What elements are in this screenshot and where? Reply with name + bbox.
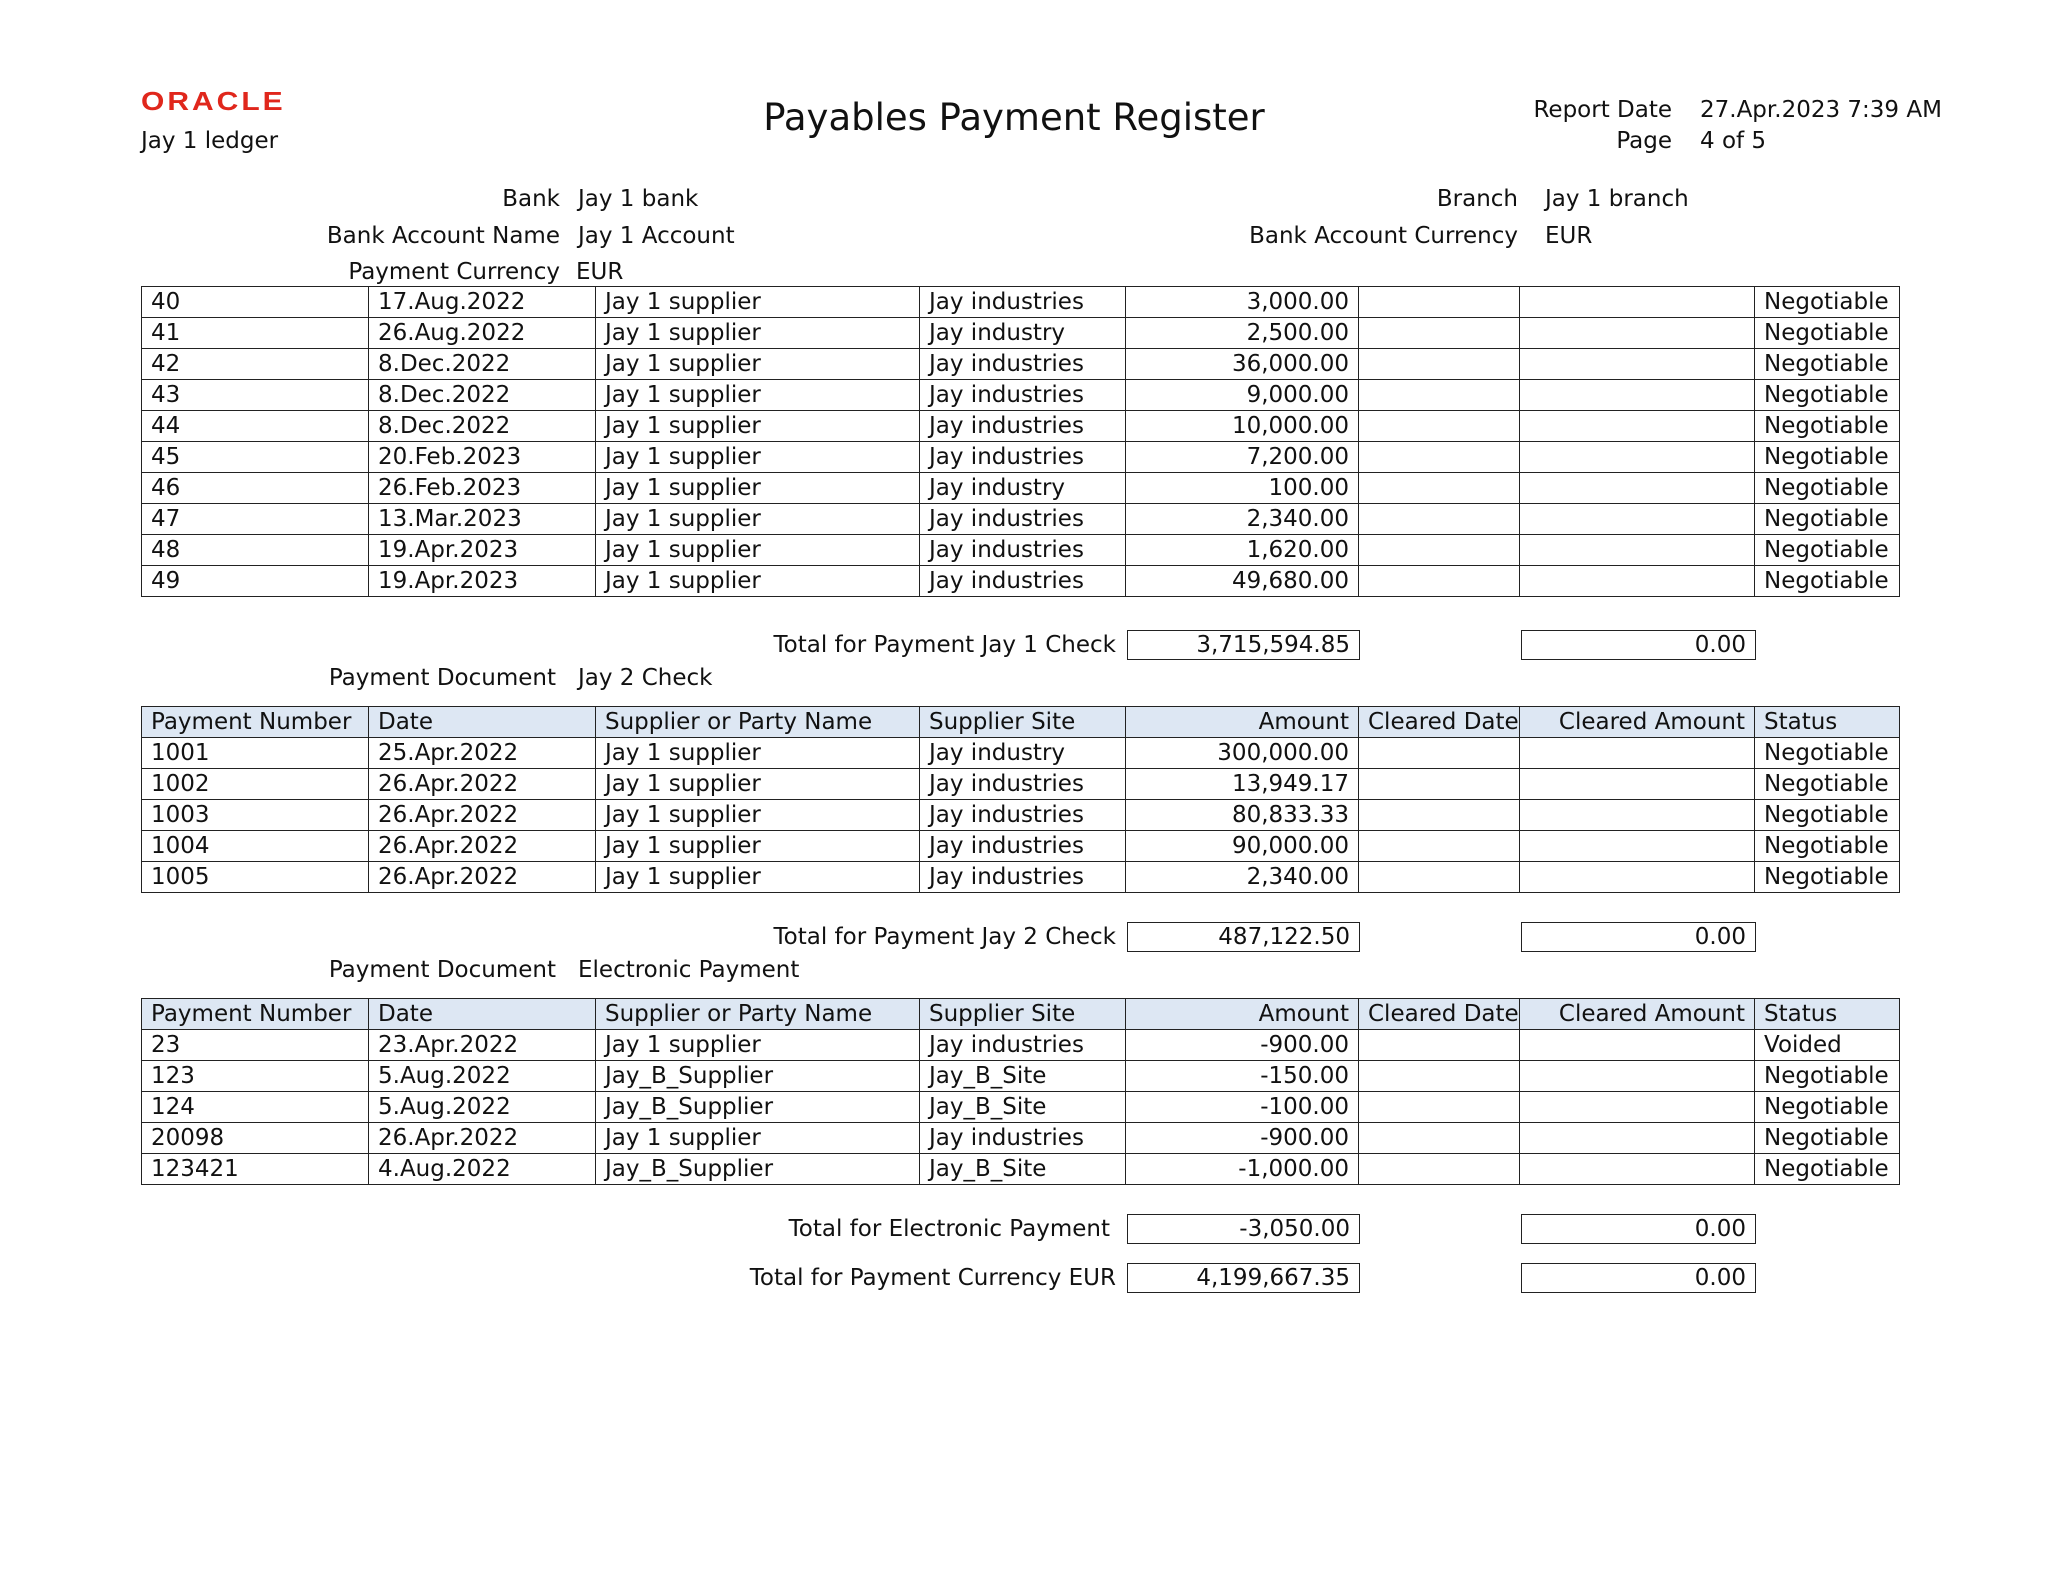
column-header-amount: Amount (1126, 707, 1359, 738)
cell-supplier-site: Jay_B_Site (920, 1061, 1126, 1092)
cell-amount: 2,500.00 (1126, 318, 1359, 349)
cell-supplier-site: Jay industry (920, 318, 1126, 349)
cell-status: Negotiable (1755, 862, 1900, 893)
cell-cleared-date (1359, 473, 1520, 504)
cell-supplier-name: Jay 1 supplier (596, 349, 920, 380)
cell-payment-number: 46 (142, 473, 369, 504)
table-row (142, 473, 1900, 504)
cell-payment-number: 1005 (142, 862, 369, 893)
cell-date: 26.Apr.2022 (369, 769, 596, 800)
cell-cleared-amount (1520, 504, 1755, 535)
cell-payment-number: 42 (142, 349, 369, 380)
cell-payment-number: 1001 (142, 738, 369, 769)
cell-cleared-date (1359, 1123, 1520, 1154)
cell-cleared-date (1359, 1061, 1520, 1092)
total-amount-jay1: 3,715,594.85 (1127, 630, 1360, 660)
cell-amount: 2,340.00 (1126, 862, 1359, 893)
cell-amount: 80,833.33 (1126, 800, 1359, 831)
payments-table-jay2-check (141, 706, 1900, 893)
cell-status: Negotiable (1755, 535, 1900, 566)
column-header-cleared-date: Cleared Date (1359, 707, 1520, 738)
column-header-supplier-site: Supplier Site (920, 999, 1126, 1030)
cell-date: 8.Dec.2022 (369, 380, 596, 411)
total-label-jay2: Total for Payment Jay 2 Check (773, 924, 1116, 950)
column-header-supplier-name: Supplier or Party Name (596, 999, 920, 1030)
cell-payment-number: 40 (142, 287, 369, 318)
cell-cleared-date (1359, 862, 1520, 893)
ledger-name: Jay 1 ledger (141, 128, 279, 154)
cell-supplier-site: Jay industries (920, 349, 1126, 380)
cell-status: Negotiable (1755, 738, 1900, 769)
cell-supplier-name: Jay 1 supplier (596, 1123, 920, 1154)
cell-supplier-site: Jay industry (920, 738, 1126, 769)
cell-cleared-amount (1520, 411, 1755, 442)
cell-status: Negotiable (1755, 473, 1900, 504)
table-row (142, 800, 1900, 831)
cell-status: Negotiable (1755, 504, 1900, 535)
table-row (142, 831, 1900, 862)
cell-status: Negotiable (1755, 349, 1900, 380)
column-header-supplier-name: Supplier or Party Name (596, 707, 920, 738)
table-header (142, 707, 1900, 738)
cell-date: 26.Aug.2022 (369, 318, 596, 349)
table-row (142, 566, 1900, 597)
cell-status: Negotiable (1755, 1061, 1900, 1092)
cell-supplier-name: Jay 1 supplier (596, 504, 920, 535)
cell-cleared-date (1359, 349, 1520, 380)
cell-supplier-site: Jay industries (920, 769, 1126, 800)
cell-cleared-date (1359, 1030, 1520, 1061)
cell-amount: 9,000.00 (1126, 380, 1359, 411)
table-body (142, 1030, 1900, 1185)
cell-amount: -1,000.00 (1126, 1154, 1359, 1185)
cell-amount: 10,000.00 (1126, 411, 1359, 442)
cell-supplier-site: Jay industries (920, 862, 1126, 893)
cell-payment-number: 123 (142, 1061, 369, 1092)
cell-cleared-amount (1520, 442, 1755, 473)
report-title: Payables Payment Register (763, 96, 1265, 139)
total-amount-electronic: -3,050.00 (1127, 1214, 1360, 1244)
cell-status: Negotiable (1755, 380, 1900, 411)
cell-supplier-name: Jay 1 supplier (596, 769, 920, 800)
total-cleared-currency: 0.00 (1521, 1263, 1756, 1293)
table-row (142, 1061, 1900, 1092)
oracle-logo: ORACLE (141, 88, 286, 117)
header-row (142, 707, 1900, 738)
cell-supplier-site: Jay industries (920, 1030, 1126, 1061)
cell-cleared-amount (1520, 862, 1755, 893)
column-header-amount: Amount (1126, 999, 1359, 1030)
cell-status: Negotiable (1755, 566, 1900, 597)
cell-cleared-date (1359, 1092, 1520, 1123)
cell-date: 5.Aug.2022 (369, 1061, 596, 1092)
cell-status: Negotiable (1755, 769, 1900, 800)
page-number: 4 of 5 (1700, 128, 1767, 154)
cell-status: Negotiable (1755, 800, 1900, 831)
bank-value: Jay 1 bank (578, 186, 699, 212)
cell-supplier-site: Jay industries (920, 800, 1126, 831)
cell-cleared-amount (1520, 349, 1755, 380)
cell-supplier-name: Jay 1 supplier (596, 831, 920, 862)
header-row (142, 999, 1900, 1030)
cell-supplier-name: Jay 1 supplier (596, 800, 920, 831)
cell-cleared-amount (1520, 800, 1755, 831)
cell-cleared-date (1359, 287, 1520, 318)
page-label: Page (1616, 128, 1672, 154)
cell-supplier-site: Jay industries (920, 411, 1126, 442)
table-row (142, 862, 1900, 893)
cell-payment-number: 44 (142, 411, 369, 442)
column-header-date: Date (369, 707, 596, 738)
table-row (142, 1154, 1900, 1185)
payments-table-electronic (141, 998, 1900, 1185)
payment-doc-value-3: Electronic Payment (578, 957, 800, 983)
payment-currency-label: Payment Currency (348, 259, 560, 285)
table-row (142, 380, 1900, 411)
cell-cleared-date (1359, 831, 1520, 862)
column-header-supplier-site: Supplier Site (920, 707, 1126, 738)
cell-supplier-site: Jay_B_Site (920, 1092, 1126, 1123)
column-header-payment-number: Payment Number (142, 707, 369, 738)
cell-date: 19.Apr.2023 (369, 535, 596, 566)
cell-amount: 300,000.00 (1126, 738, 1359, 769)
cell-amount: 3,000.00 (1126, 287, 1359, 318)
cell-supplier-name: Jay 1 supplier (596, 535, 920, 566)
cell-amount: 7,200.00 (1126, 442, 1359, 473)
table-row (142, 1030, 1900, 1061)
cell-cleared-date (1359, 318, 1520, 349)
cell-cleared-date (1359, 769, 1520, 800)
cell-supplier-name: Jay_B_Supplier (596, 1061, 920, 1092)
account-name-label: Bank Account Name (326, 223, 560, 249)
cell-amount: -100.00 (1126, 1092, 1359, 1123)
total-label-jay1: Total for Payment Jay 1 Check (773, 632, 1116, 658)
total-cleared-electronic: 0.00 (1521, 1214, 1756, 1244)
table-body (142, 738, 1900, 893)
cell-cleared-date (1359, 411, 1520, 442)
cell-cleared-amount (1520, 318, 1755, 349)
account-name-value: Jay 1 Account (578, 223, 735, 249)
cell-supplier-name: Jay_B_Supplier (596, 1092, 920, 1123)
cell-cleared-amount (1520, 1123, 1755, 1154)
cell-date: 26.Apr.2022 (369, 862, 596, 893)
cell-supplier-site: Jay industries (920, 504, 1126, 535)
table-row (142, 738, 1900, 769)
cell-date: 20.Feb.2023 (369, 442, 596, 473)
cell-status: Negotiable (1755, 411, 1900, 442)
cell-amount: 36,000.00 (1126, 349, 1359, 380)
cell-supplier-site: Jay industries (920, 287, 1126, 318)
cell-cleared-amount (1520, 473, 1755, 504)
cell-cleared-amount (1520, 287, 1755, 318)
column-header-cleared-amount: Cleared Amount (1520, 707, 1755, 738)
cell-cleared-amount (1520, 380, 1755, 411)
bank-label: Bank (502, 186, 560, 212)
cell-date: 25.Apr.2022 (369, 738, 596, 769)
cell-cleared-date (1359, 1154, 1520, 1185)
total-label-electronic: Total for Electronic Payment (788, 1216, 1110, 1242)
cell-cleared-date (1359, 738, 1520, 769)
cell-amount: -900.00 (1126, 1123, 1359, 1154)
cell-status: Negotiable (1755, 287, 1900, 318)
cell-payment-number: 43 (142, 380, 369, 411)
column-header-date: Date (369, 999, 596, 1030)
table-row (142, 535, 1900, 566)
cell-amount: -900.00 (1126, 1030, 1359, 1061)
cell-supplier-name: Jay 1 supplier (596, 380, 920, 411)
cell-cleared-amount (1520, 769, 1755, 800)
cell-amount: 100.00 (1126, 473, 1359, 504)
table-row (142, 504, 1900, 535)
cell-supplier-name: Jay 1 supplier (596, 738, 920, 769)
cell-amount: 1,620.00 (1126, 535, 1359, 566)
table-row (142, 1123, 1900, 1154)
report-date-value: 27.Apr.2023 7:39 AM (1700, 97, 1942, 123)
cell-date: 8.Dec.2022 (369, 411, 596, 442)
table-row (142, 1092, 1900, 1123)
cell-supplier-name: Jay 1 supplier (596, 411, 920, 442)
cell-supplier-name: Jay_B_Supplier (596, 1154, 920, 1185)
cell-payment-number: 1004 (142, 831, 369, 862)
column-header-status: Status (1755, 707, 1900, 738)
payment-doc-value-2: Jay 2 Check (578, 665, 713, 691)
cell-cleared-amount (1520, 535, 1755, 566)
report-date-label: Report Date (1533, 97, 1672, 123)
cell-status: Voided (1755, 1030, 1900, 1061)
table-row (142, 769, 1900, 800)
total-amount-currency: 4,199,667.35 (1127, 1263, 1360, 1293)
table-row (142, 287, 1900, 318)
cell-cleared-amount (1520, 566, 1755, 597)
cell-date: 5.Aug.2022 (369, 1092, 596, 1123)
cell-amount: 90,000.00 (1126, 831, 1359, 862)
cell-cleared-amount (1520, 1092, 1755, 1123)
cell-cleared-date (1359, 380, 1520, 411)
payment-doc-label-2: Payment Document (328, 665, 556, 691)
column-header-cleared-amount: Cleared Amount (1520, 999, 1755, 1030)
column-header-status: Status (1755, 999, 1900, 1030)
cell-payment-number: 1003 (142, 800, 369, 831)
cell-amount: 13,949.17 (1126, 769, 1359, 800)
table-body (142, 287, 1900, 597)
branch-label: Branch (1436, 186, 1518, 212)
payment-doc-label-3: Payment Document (328, 957, 556, 983)
cell-supplier-site: Jay industries (920, 566, 1126, 597)
cell-cleared-amount (1520, 1030, 1755, 1061)
cell-status: Negotiable (1755, 318, 1900, 349)
table-row (142, 349, 1900, 380)
cell-supplier-name: Jay 1 supplier (596, 473, 920, 504)
cell-supplier-site: Jay_B_Site (920, 1154, 1126, 1185)
cell-supplier-name: Jay 1 supplier (596, 566, 920, 597)
cell-payment-number: 123421 (142, 1154, 369, 1185)
cell-date: 8.Dec.2022 (369, 349, 596, 380)
cell-status: Negotiable (1755, 1154, 1900, 1185)
account-currency-label: Bank Account Currency (1249, 223, 1518, 249)
cell-supplier-site: Jay industries (920, 1123, 1126, 1154)
cell-status: Negotiable (1755, 1092, 1900, 1123)
cell-amount: 49,680.00 (1126, 566, 1359, 597)
cell-payment-number: 1002 (142, 769, 369, 800)
cell-cleared-date (1359, 442, 1520, 473)
cell-date: 23.Apr.2022 (369, 1030, 596, 1061)
table-row (142, 442, 1900, 473)
payments-table-jay1-check (141, 286, 1900, 597)
column-header-payment-number: Payment Number (142, 999, 369, 1030)
cell-date: 19.Apr.2023 (369, 566, 596, 597)
branch-value: Jay 1 branch (1545, 186, 1689, 212)
cell-cleared-date (1359, 504, 1520, 535)
cell-date: 17.Aug.2022 (369, 287, 596, 318)
cell-payment-number: 20098 (142, 1123, 369, 1154)
account-currency-value: EUR (1545, 223, 1593, 249)
cell-supplier-site: Jay industries (920, 442, 1126, 473)
cell-payment-number: 124 (142, 1092, 369, 1123)
cell-payment-number: 47 (142, 504, 369, 535)
cell-payment-number: 45 (142, 442, 369, 473)
cell-date: 26.Feb.2023 (369, 473, 596, 504)
cell-date: 26.Apr.2022 (369, 831, 596, 862)
table-header (142, 999, 1900, 1030)
cell-supplier-name: Jay 1 supplier (596, 287, 920, 318)
cell-supplier-site: Jay industries (920, 535, 1126, 566)
cell-date: 4.Aug.2022 (369, 1154, 596, 1185)
cell-supplier-site: Jay industries (920, 831, 1126, 862)
cell-supplier-site: Jay industry (920, 473, 1126, 504)
cell-payment-number: 23 (142, 1030, 369, 1061)
cell-supplier-name: Jay 1 supplier (596, 1030, 920, 1061)
cell-cleared-date (1359, 566, 1520, 597)
cell-payment-number: 49 (142, 566, 369, 597)
payment-currency-value: EUR (576, 259, 624, 285)
cell-status: Negotiable (1755, 831, 1900, 862)
cell-amount: 2,340.00 (1126, 504, 1359, 535)
cell-supplier-name: Jay 1 supplier (596, 862, 920, 893)
cell-cleared-amount (1520, 1154, 1755, 1185)
cell-date: 26.Apr.2022 (369, 1123, 596, 1154)
table-row (142, 411, 1900, 442)
cell-date: 13.Mar.2023 (369, 504, 596, 535)
cell-supplier-name: Jay 1 supplier (596, 318, 920, 349)
cell-cleared-amount (1520, 738, 1755, 769)
cell-cleared-date (1359, 535, 1520, 566)
cell-status: Negotiable (1755, 1123, 1900, 1154)
total-cleared-jay2: 0.00 (1521, 922, 1756, 952)
column-header-cleared-date: Cleared Date (1359, 999, 1520, 1030)
cell-date: 26.Apr.2022 (369, 800, 596, 831)
cell-cleared-date (1359, 800, 1520, 831)
total-label-currency: Total for Payment Currency EUR (749, 1265, 1116, 1291)
table-row (142, 318, 1900, 349)
cell-payment-number: 41 (142, 318, 369, 349)
cell-supplier-site: Jay industries (920, 380, 1126, 411)
cell-cleared-amount (1520, 831, 1755, 862)
cell-amount: -150.00 (1126, 1061, 1359, 1092)
total-cleared-jay1: 0.00 (1521, 630, 1756, 660)
total-amount-jay2: 487,122.50 (1127, 922, 1360, 952)
cell-status: Negotiable (1755, 442, 1900, 473)
cell-cleared-amount (1520, 1061, 1755, 1092)
cell-payment-number: 48 (142, 535, 369, 566)
cell-supplier-name: Jay 1 supplier (596, 442, 920, 473)
